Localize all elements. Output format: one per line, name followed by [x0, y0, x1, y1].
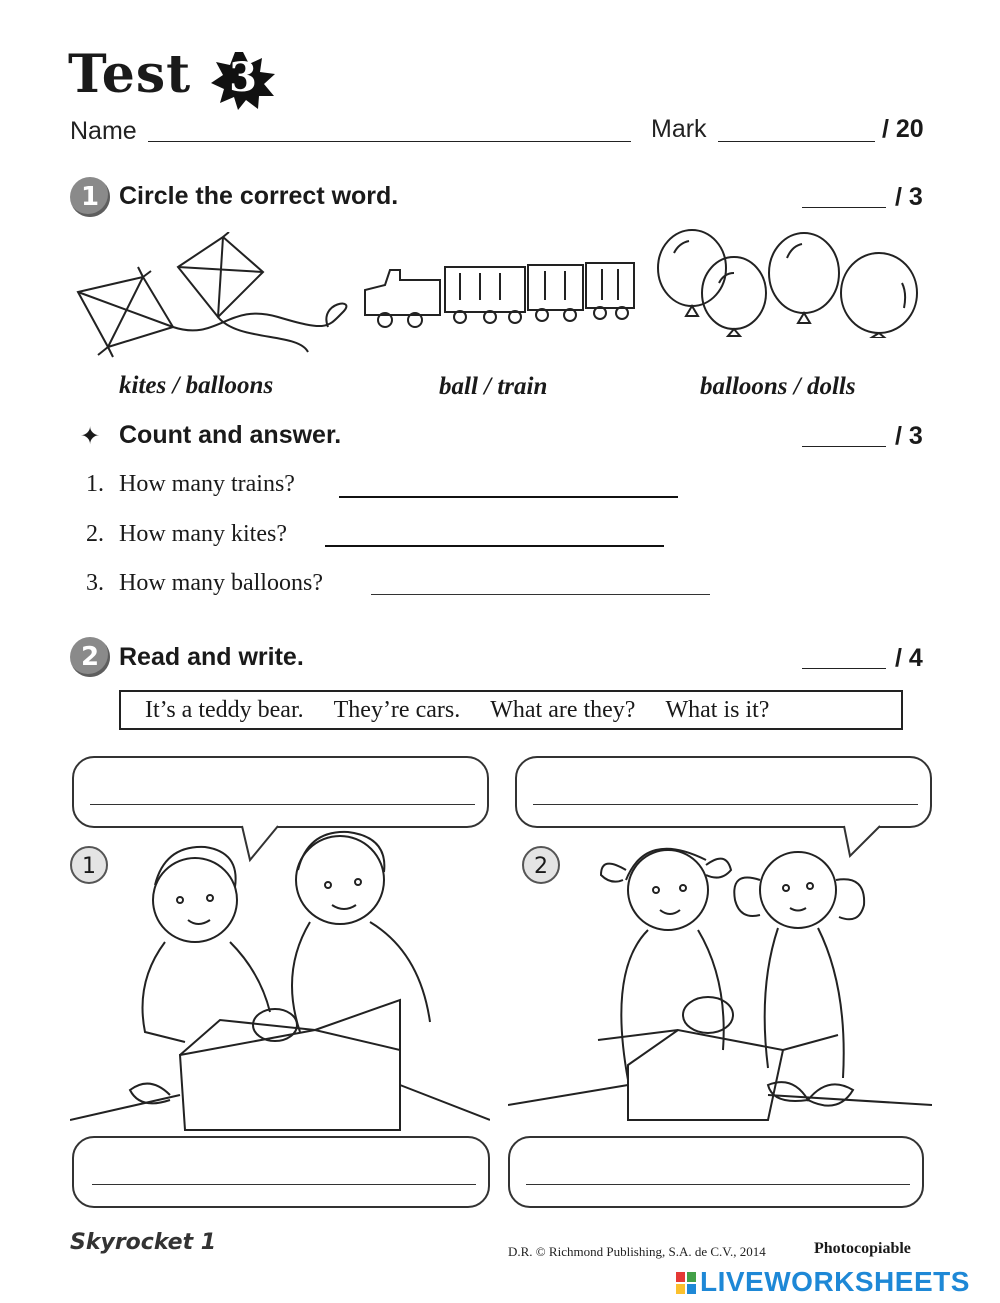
kites-picture: [68, 232, 353, 362]
word-bank-item: It’s a teddy bear.: [145, 696, 304, 723]
word-bank-item: What are they?: [490, 696, 636, 723]
word-bank: [119, 690, 903, 730]
answer-line-1-bottom[interactable]: [92, 1184, 476, 1185]
answer-line-1-top[interactable]: [90, 804, 475, 805]
word-bank-item: They’re cars.: [333, 696, 461, 723]
choice-balloons-dolls[interactable]: balloons / dolls: [700, 373, 856, 400]
test-number: 3: [229, 54, 257, 101]
question-3-text: How many balloons?: [119, 570, 323, 596]
speech-bubble-1-bottom: [72, 1136, 490, 1208]
section-2-score: / 4: [895, 644, 923, 672]
section-2-number: 2: [70, 637, 110, 677]
mark-total: / 20: [882, 115, 924, 143]
name-field[interactable]: [148, 141, 631, 142]
mark-label: Mark: [651, 115, 707, 143]
page-title: Test: [68, 44, 192, 105]
photocopiable-label: Photocopiable: [814, 1240, 911, 1257]
balloons-picture: [654, 228, 926, 338]
picture-2-number: 2: [522, 846, 560, 884]
word-bank-item: What is it?: [665, 696, 770, 723]
copyright-text: D.R. © Richmond Publishing, S.A. de C.V., 2014: [508, 1244, 766, 1259]
answer-2-field[interactable]: [325, 545, 664, 547]
section-2-instruction: Read and write.: [119, 643, 304, 671]
question-1-text: How many trains?: [119, 471, 295, 497]
speech-bubble-2-bottom: [508, 1136, 924, 1208]
girls-with-box-picture: [508, 830, 932, 1140]
sparkle-icon: ✦: [80, 423, 101, 450]
picture-1-number: 1: [70, 846, 108, 884]
test-number-badge: [208, 50, 278, 110]
liveworksheets-watermark: LIVEWORKSHEETS: [700, 1266, 970, 1297]
choice-ball-train[interactable]: ball / train: [439, 373, 548, 400]
section-1-score: / 3: [895, 183, 923, 211]
question-2-text: How many kites?: [119, 521, 287, 547]
boys-with-box-picture: [70, 830, 490, 1140]
mark-field[interactable]: [718, 141, 875, 142]
train-picture: [360, 255, 640, 335]
speech-bubble-1-top: [72, 756, 489, 828]
section-1-instruction: Circle the correct word.: [119, 182, 399, 210]
section-1-number: 1: [70, 177, 110, 217]
answer-line-2-top[interactable]: [533, 804, 918, 805]
speech-bubble-2-top: [515, 756, 932, 828]
name-label: Name: [70, 117, 137, 145]
choice-kites-balloons[interactable]: kites / balloons: [119, 372, 274, 399]
question-1-number: 1.: [86, 471, 104, 497]
section-2-score-field[interactable]: [802, 668, 886, 669]
answer-line-2-bottom[interactable]: [526, 1184, 910, 1185]
count-instruction: Count and answer.: [119, 421, 342, 449]
count-score: / 3: [895, 422, 923, 450]
answer-1-field[interactable]: [339, 496, 678, 498]
liveworksheets-icon: [676, 1272, 696, 1294]
count-score-field[interactable]: [802, 446, 886, 447]
answer-3-field[interactable]: [371, 594, 710, 595]
section-1-score-field[interactable]: [802, 207, 886, 208]
question-3-number: 3.: [86, 570, 104, 596]
skyrocket-logo: Skyrocket 1: [70, 1230, 217, 1255]
question-2-number: 2.: [86, 521, 104, 547]
